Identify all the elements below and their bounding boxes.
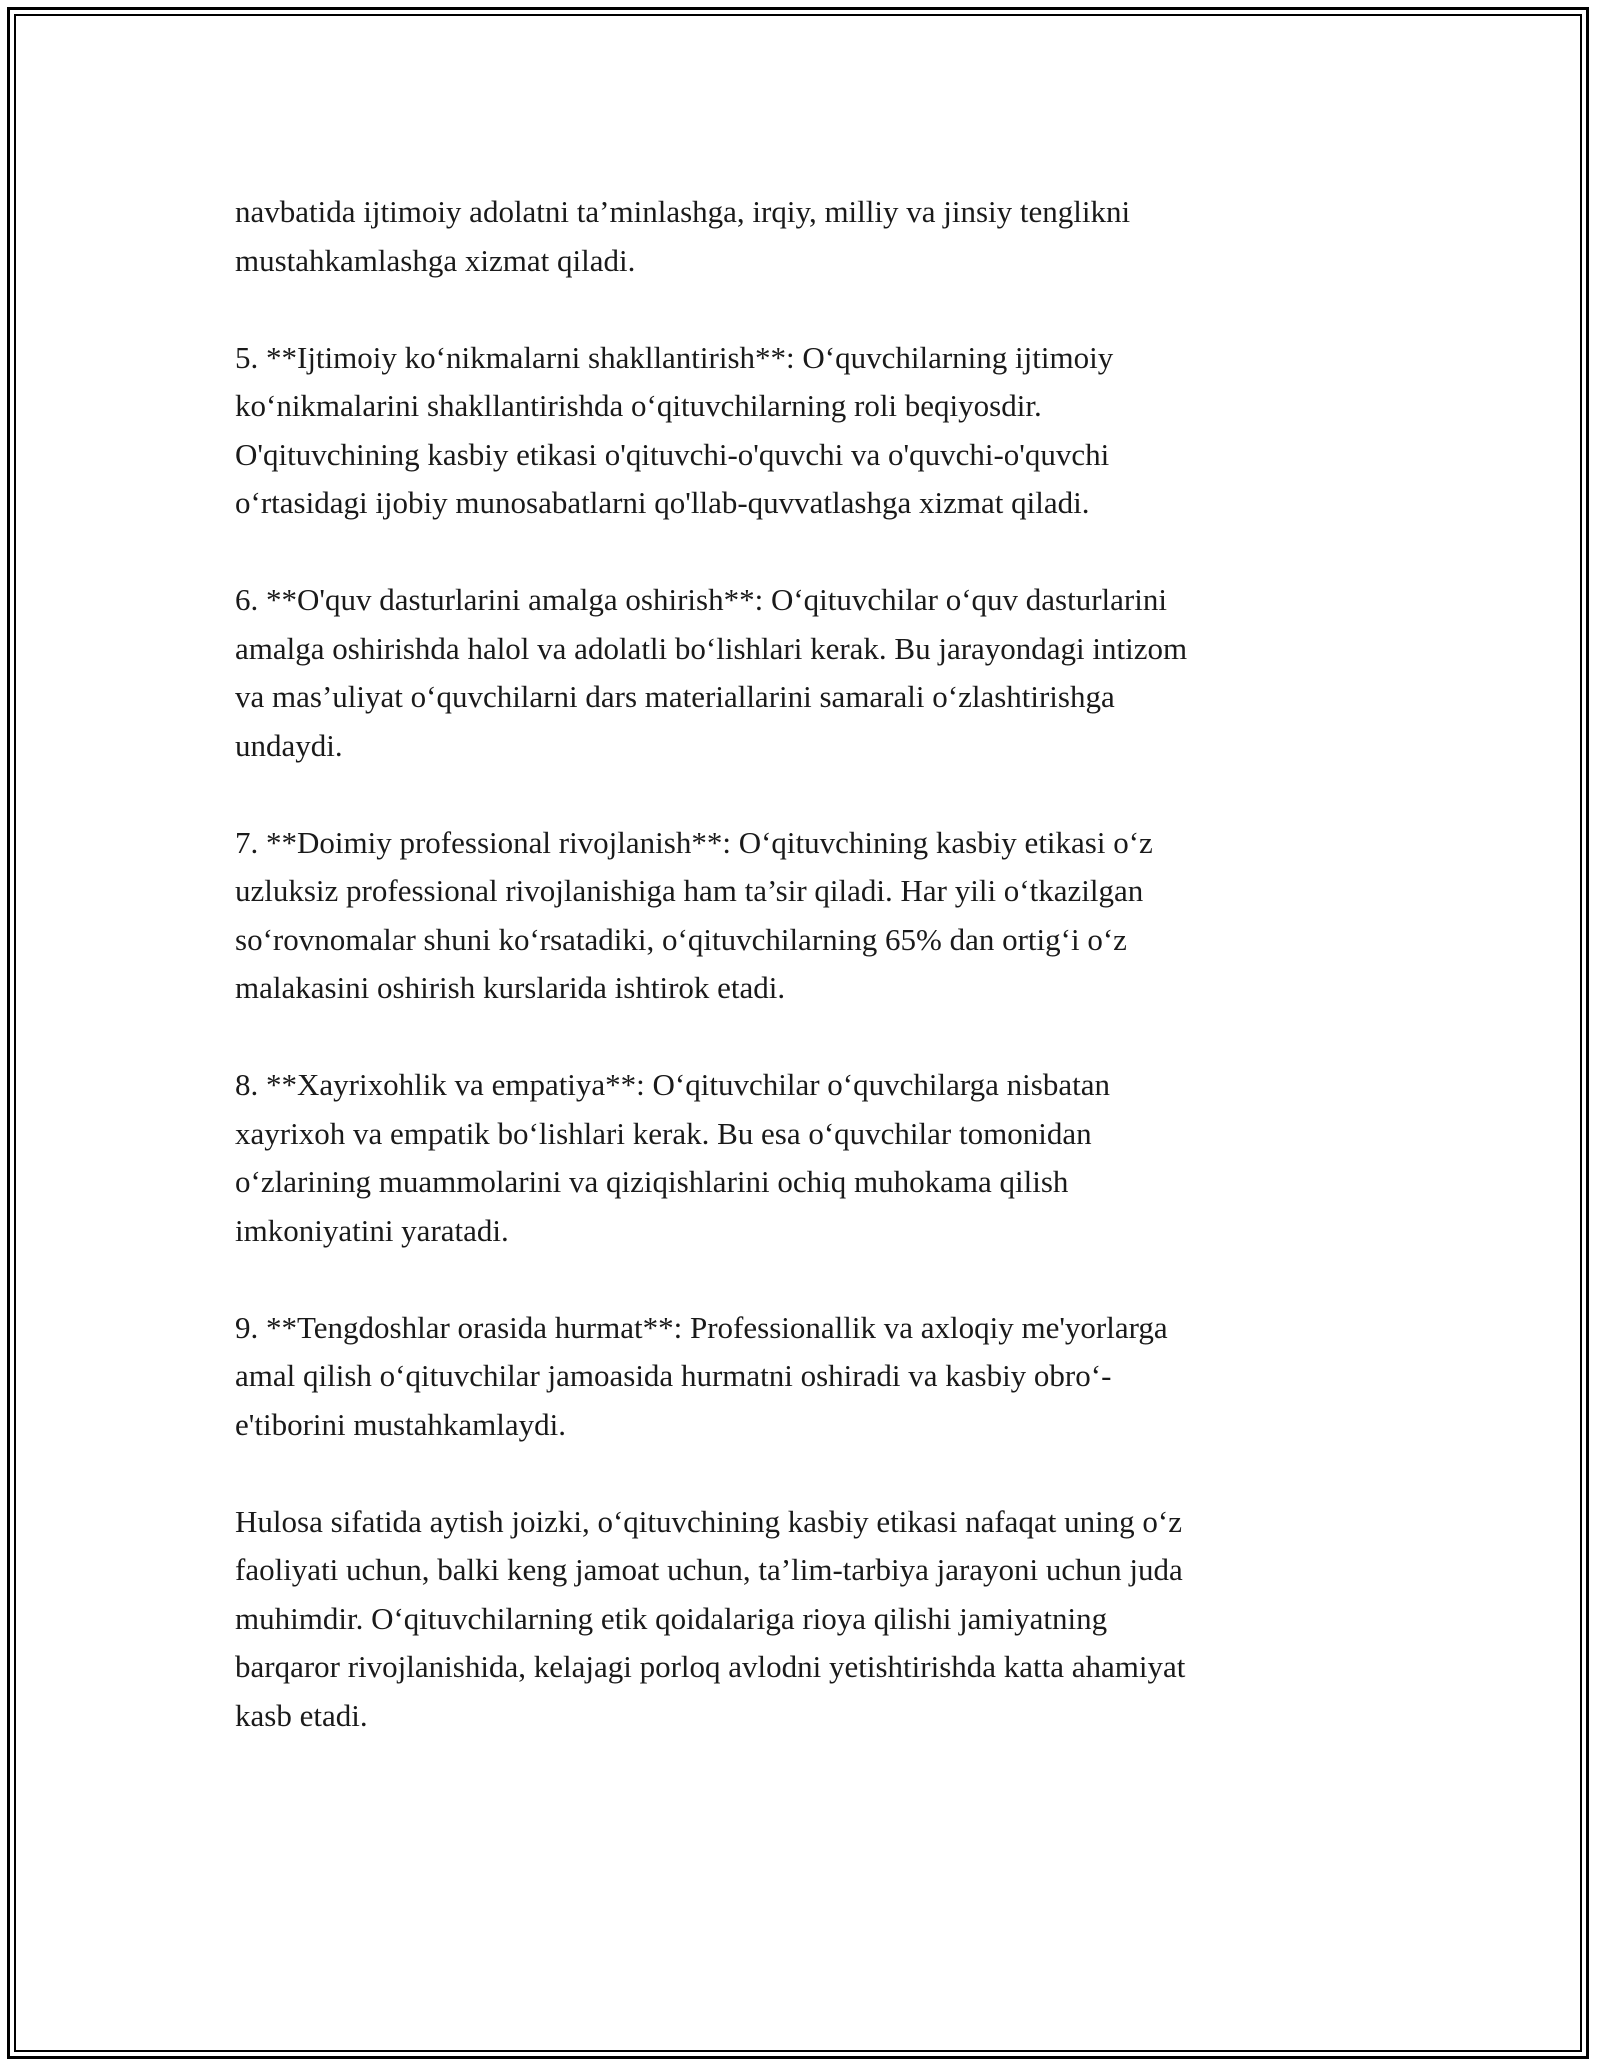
text-line: undaydi. (235, 727, 343, 763)
text-line: imkoniyatini yaratadi. (235, 1212, 509, 1248)
text-line: so‘rovnomalar shuni ko‘rsatadiki, o‘qituvchilarning 65% dan ortig‘i o‘z (235, 921, 1127, 957)
text-line: o‘zlarining muammolarini va qiziqishlarini ochiq muhokama qilish (235, 1164, 1069, 1199)
paragraph-item-6 (235, 576, 1395, 770)
text-line: kasb etadi. (235, 1697, 368, 1733)
text-line: 7. **Doimiy professional rivojlanish**: O‘qituvchining kasbiy etikasi o‘z (235, 824, 1153, 860)
document-body (235, 188, 1395, 1789)
paragraph-intro-continuation (235, 188, 1395, 285)
paragraph-item-7 (235, 819, 1395, 1013)
paragraph-item-5 (235, 334, 1395, 528)
text-line: muhimdir. O‘qituvchilarning etik qoidalariga rioya qilishi jamiyatning (235, 1600, 1108, 1636)
text-line: ko‘nikmalarini shakllantirishda o‘qituvchilarning roli beqiyosdir. (235, 388, 1042, 423)
paragraph-item-8 (235, 1061, 1395, 1255)
text-line: 5. **Ijtimoiy ko‘nikmalarni shakllantirish**: O‘quvchilarning ijtimoiy (235, 339, 1114, 375)
text-line: o‘rtasidagi ijobiy munosabatlarni qo'llab-quvvatlashga xizmat qiladi. (235, 485, 1090, 520)
text-line: navbatida ijtimoiy adolatni ta’minlashga, irqiy, milliy va jinsiy tenglikni (235, 194, 1131, 229)
text-line: xayrixoh va empatik bo‘lishlari kerak. Bu esa o‘quvchilar tomonidan (235, 1115, 1092, 1151)
text-line: amalga oshirishda halol va adolatli bo‘lishlari kerak. Bu jarayondagi intizom (235, 630, 1188, 666)
text-line: Hulosa sifatida aytish joizki, o‘qituvchining kasbiy etikasi nafaqat uning o‘z (235, 1503, 1183, 1539)
text-line: O'qituvchining kasbiy etikasi o'qituvchi-o'quvchi va o'quvchi-o'quvchi (235, 436, 1110, 472)
text-line: mustahkamlashga xizmat qiladi. (235, 242, 636, 278)
text-line: faoliyati uchun, balki keng jamoat uchun, ta’lim-tarbiya jarayoni uchun juda (235, 1552, 1183, 1587)
text-line: e'tiborini mustahkamlaydi. (235, 1406, 567, 1442)
text-line: malakasini oshirish kurslarida ishtirok etadi. (235, 970, 786, 1005)
text-line: 9. **Tengdoshlar orasida hurmat**: Professionallik va axloqiy me'yorlarga (235, 1309, 1168, 1345)
text-line: 6. **O'quv dasturlarini amalga oshirish**: O‘qituvchilar o‘quv dasturlarini (235, 582, 1167, 617)
paragraph-item-9 (235, 1304, 1395, 1450)
text-line: va mas’uliyat o‘quvchilarni dars materiallarini samarali o‘zlashtirishga (235, 679, 1115, 714)
text-line: amal qilish o‘qituvchilar jamoasida hurmatni oshiradi va kasbiy obro‘- (235, 1358, 1112, 1393)
text-line: barqaror rivojlanishida, kelajagi porloq avlodni yetishtirishda katta ahamiyat (235, 1649, 1186, 1684)
text-line: uzluksiz professional rivojlanishiga ham ta’sir qiladi. Har yili o‘tkazilgan (235, 873, 1144, 908)
text-line: 8. **Xayrixohlik va empatiya**: O‘qituvchilar o‘quvchilarga nisbatan (235, 1067, 1110, 1102)
paragraph-conclusion (235, 1498, 1395, 1741)
